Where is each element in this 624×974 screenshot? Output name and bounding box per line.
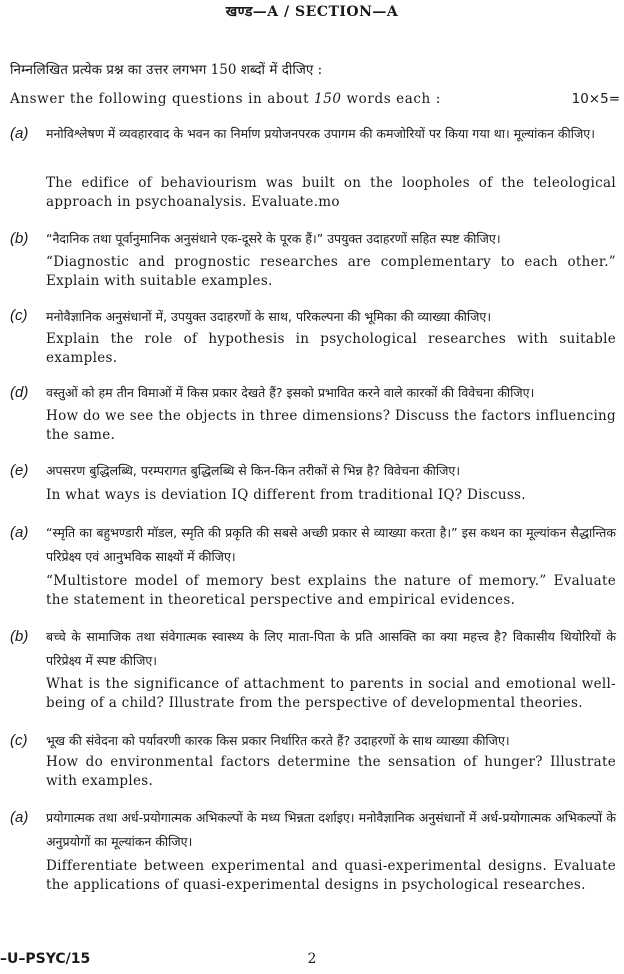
question-english: Differentiate between experimental and quasi-experimental designs. Evaluate the applications of quasi-experimental designs in psychological researches. <box>46 858 616 893</box>
instructions-english <box>10 91 441 107</box>
instructions-text-post: words each : <box>346 91 441 107</box>
question-label: (a) <box>10 125 29 142</box>
question-english: In what ways is deviation IQ different from traditional IQ? Discuss. <box>46 487 526 503</box>
instructions-word-count: 150 <box>314 91 342 107</box>
question-label: (a) <box>10 524 29 541</box>
instructions-hindi: निम्नलिखित प्रत्येक प्रश्न का उत्तर लगभग 150 शब्दों में दीजिए : <box>10 62 323 78</box>
question-english: Explain the role of hypothesis in psychological researches with suitable examples. <box>46 331 616 366</box>
question-hindi: बच्चे के सामाजिक तथा संवेगात्मक स्वास्थ्य के लिए माता-पिता के प्रति आसक्ति का क्या महत्त्व है? विकासीय थियोरियों के परिप्रेक्ष्य में स्पष्ट कीजिए। <box>46 629 616 668</box>
question-label: (d) <box>10 384 29 401</box>
question-english: “Diagnostic and prognostic researches are complementary to each other.” Explain with suitable examples. <box>46 254 616 289</box>
question-hindi: भूख की संवेदना को पर्यावरणी कारक किस प्रकार निर्धारित करते हैं? उदाहरणों के साथ व्याख्या कीजिए। <box>46 733 510 748</box>
question-label: (b) <box>10 628 29 645</box>
question-label: (e) <box>10 462 29 479</box>
question-label: (b) <box>10 230 29 247</box>
question-english: How do we see the objects in three dimensions? Discuss the factors influencing the same. <box>46 408 616 443</box>
question-hindi: वस्तुओं को हम तीन विमाओं में किस प्रकार देखते हैं? इसको प्रभावित करने वाले कारकों की विवेचना कीजिए। <box>46 385 535 400</box>
question-hindi: मनोविश्लेषण में व्यवहारवाद के भवन का निर्माण प्रयोजनपरक उपागम की कमजोरियों पर किया गया था। मूल्यांकन कीजिए। <box>46 126 595 141</box>
marks-scheme: 10×5= <box>571 91 620 107</box>
question-label: (a) <box>10 809 29 826</box>
question-hindi: “स्मृति का बहुभण्डारी मॉडल, स्मृति की प्रकृति की सबसे अच्छी प्रकार से व्याख्या करता है।” इस कथन का मूल्यांकन सैद्धान्तिक परिप्रेक्ष्य एवं आनुभविक साक्ष्यों में कीजिए। <box>46 525 616 564</box>
question-hindi: प्रयोगात्मक तथा अर्ध-प्रयोगात्मक अभिकल्पों के मध्य भिन्नता दर्शाइए। मनोवैज्ञानिक अनुसंधानों में अर्ध-प्रयोगात्मक अभिकल्पों के अनुप्रयोगों का मूल्यांकन कीजिए। <box>46 810 616 849</box>
question-hindi: अपसरण बुद्धिलब्धि, परम्परागत बुद्धिलब्धि से किन-किन तरीकों से भिन्न है? विवेचना कीजिए। <box>46 463 461 478</box>
page-number: 2 <box>307 951 317 967</box>
question-label: (c) <box>10 732 28 749</box>
question-english: “Multistore model of memory best explains the nature of memory.” Evaluate the statement in theoretical perspective and empirical evidences. <box>46 573 616 608</box>
instructions-text-pre: Answer the following questions in about <box>10 91 310 107</box>
question-english: What is the significance of attachment to parents in social and emotional well-being of a child? Illustrate from the perspective of developmental theories. <box>46 676 616 711</box>
question-english: The edifice of behaviourism was built on the loopholes of the teleological approach in psychoanalysis. Evaluate.mo <box>46 175 616 210</box>
paper-code: –U–PSYC/15 <box>0 951 91 967</box>
question-hindi: मनोवैज्ञानिक अनुसंधानों में, उपयुक्त उदाहरणों के साथ, परिकल्पना की भूमिका की व्याख्या कीजिए। <box>46 309 492 324</box>
question-hindi: “नैदानिक तथा पूर्वानुमानिक अनुसंधाने एक-दूसरे के पूरक हैं।” उपयुक्त उदाहरणों सहित स्पष्ट कीजिए। <box>46 231 501 246</box>
question-label: (c) <box>10 307 28 324</box>
section-title: खण्ड—A / SECTION—A <box>225 4 399 20</box>
question-english: How do environmental factors determine the sensation of hunger? Illustrate with examples. <box>46 754 616 789</box>
